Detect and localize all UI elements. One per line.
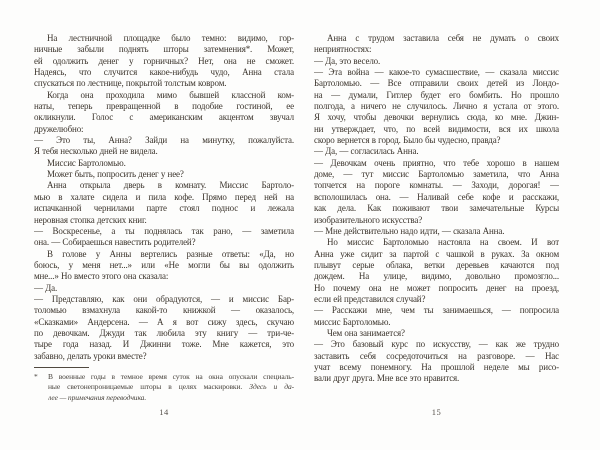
text-line: ни утверждает, что, по всей видимости, вся их школа xyxy=(314,123,559,134)
text-line: — Это ты, Анна? Зайди на минутку, пожалуйста. xyxy=(34,135,294,146)
footnote xyxy=(34,372,294,403)
text-line: — Представляю, как они обрадуются, — и миссис Бар- xyxy=(34,293,294,304)
text-line: плывут серые облака, ветки деревьев качаются под xyxy=(314,259,559,270)
text-line: полгода, а ничего не случилось. Лично я устала от этого. xyxy=(314,101,559,112)
text-line: заставить себя сосредоточиться на разговоре. — Нас xyxy=(314,350,559,361)
text-line: она. — Собираешься навестить родителей? xyxy=(34,237,196,248)
text-line: — Расскажи мне, чем ты занимаешься, — попросила xyxy=(314,305,559,316)
text-line: — Мне действительно надо идти, — сказала Анна. xyxy=(314,225,505,236)
text-line: неприятностях: xyxy=(314,44,372,55)
text-line: На лестничной площадке было темно: видимо, гор- xyxy=(47,33,294,43)
text-line: скоро вернется в город. Было бы чудесно, правда? xyxy=(314,135,501,146)
page-right xyxy=(314,33,559,433)
text-line: В голове у Анны вертелись разные ответы: «Да, но xyxy=(47,248,294,259)
text-line: ные светонепроницаемые шторы в целях маскировки. Здесь и да- xyxy=(48,382,294,392)
page-left-text xyxy=(34,33,294,362)
footnote-text xyxy=(48,372,294,403)
text-line: Анна открыла дверь в комнату. Миссис Бартоло- xyxy=(47,180,294,191)
text-line: — Да, — согласилась Анна. xyxy=(314,146,419,157)
text-line: Анна с трудом заставила себя не думать о своих xyxy=(327,33,559,43)
text-line: — Да, это весело. xyxy=(314,55,381,66)
page-number-right: 15 xyxy=(431,407,442,417)
page-left xyxy=(34,33,294,433)
footnote-rule xyxy=(34,367,89,368)
text-line: Я тебя несколько дней не видела. xyxy=(34,146,158,157)
text-line: Может быть, попросить денег у нее? xyxy=(47,169,184,180)
text-line: — Эта война — какое-то сумасшествие, — сказала миссис xyxy=(314,67,559,78)
text-line: Чем она занимается? xyxy=(327,327,405,338)
text-line: изобразительного искусства? xyxy=(314,214,423,225)
text-line: Но миссис Бартоломью настояла на своем. И вот xyxy=(327,237,559,248)
text-line: наты, теперь превращенной в подобие гостиной, ее xyxy=(34,101,294,112)
text-line: вали друг друга. Мне все это нравится. xyxy=(314,373,460,384)
text-line: миссис Бартоломью. xyxy=(314,316,391,327)
text-line: боюсь, у меня нет...» или «Не могли бы вы одолжить xyxy=(34,259,294,270)
text-line: неровная стопка детских книг. xyxy=(34,214,147,225)
text-line: Но почему она не может попросить денег на проезд, xyxy=(314,282,559,293)
text-line: как дела. Как поживают твои замечательные Курсы xyxy=(314,203,559,214)
text-line: на — думали, Гитлер будет его бомбить. Но прошло xyxy=(314,89,559,100)
text-line: если ей представился случай? xyxy=(314,293,426,304)
text-line: окликнули. Голос с американским акцентом звучал xyxy=(34,112,294,123)
text-line: топчется на пороге комнаты. — Заходи, дорогая! — xyxy=(314,180,559,191)
text-line: Я хочу, чтобы девочки вернулись сюда, ко мне. Джин- xyxy=(314,112,559,123)
text-line: мне...» Но вместо этого она сказала: xyxy=(34,271,169,282)
text-line: испачканной чернилами парте стоял поднос и лежала xyxy=(34,203,294,214)
text-line: Надеясь, что случится какое-нибудь чудо, Анна стала xyxy=(34,67,294,78)
text-line: дружелюбно: xyxy=(34,123,84,134)
text-line: тыре года назад. И Джинни тоже. Мне кажется, это xyxy=(34,339,294,350)
text-line: ничные забыли поднять шторы затемнения*. Может, xyxy=(34,44,294,55)
text-line: Миссис Бартоломью. xyxy=(47,157,126,168)
text-line: всполошилась она. — Наливай себе кофе и расскажи, xyxy=(314,191,559,202)
text-line: спускаться по лестнице, покрытой толстым ковром. xyxy=(34,78,227,89)
footnote-marker: * xyxy=(34,371,38,381)
text-line: Когда она проходила мимо бывшей классной ком- xyxy=(47,89,294,100)
text-line: — Это базовый курс по искусству, — как же трудно xyxy=(314,339,559,350)
text-line: учат всему понемногу. На прошлой неделе мы рисо- xyxy=(314,361,559,372)
text-line: толомью взмахнула какой-то книжкой — оказалось, xyxy=(34,305,294,316)
text-line: доме, — тут миссис Бартоломью заметила, что Анна xyxy=(314,169,559,180)
text-line: мью в халате сидела и пила кофе. Прямо перед ней на xyxy=(34,191,294,202)
text-line: по девочкам. Джуди так любила эту книгу — три-че- xyxy=(34,327,294,338)
text-line: Анна уже сидит за партой с чашкой в руках. За окном xyxy=(314,248,559,259)
text-line: лее — примечания переводчика. xyxy=(48,392,147,402)
page-number-left: 14 xyxy=(159,407,169,417)
text-line: — Девочкам очень приятно, что тебе хорошо в нашем xyxy=(314,157,559,168)
text-line: забавно, делать уроки вместе? xyxy=(34,350,147,361)
text-line: — Воскресенье, а ты поднялась так рано, — заметила xyxy=(34,225,294,236)
text-line: Бартоломью. — Все отправили своих детей из Лондо- xyxy=(314,78,559,89)
text-line: — Да. xyxy=(34,282,58,293)
text-line: ей одолжить денег у горничных? Нет, она не сможет. xyxy=(34,55,294,66)
text-line: дождем. На улице, видимо, довольно промозгло... xyxy=(314,271,559,282)
text-line: «Сказками» Андерсена. — А я вот сижу здесь, скучаю xyxy=(34,316,294,327)
text-line: В военные годы в темное время суток на окна опускали специаль- xyxy=(48,371,294,381)
page-right-text xyxy=(314,33,559,385)
